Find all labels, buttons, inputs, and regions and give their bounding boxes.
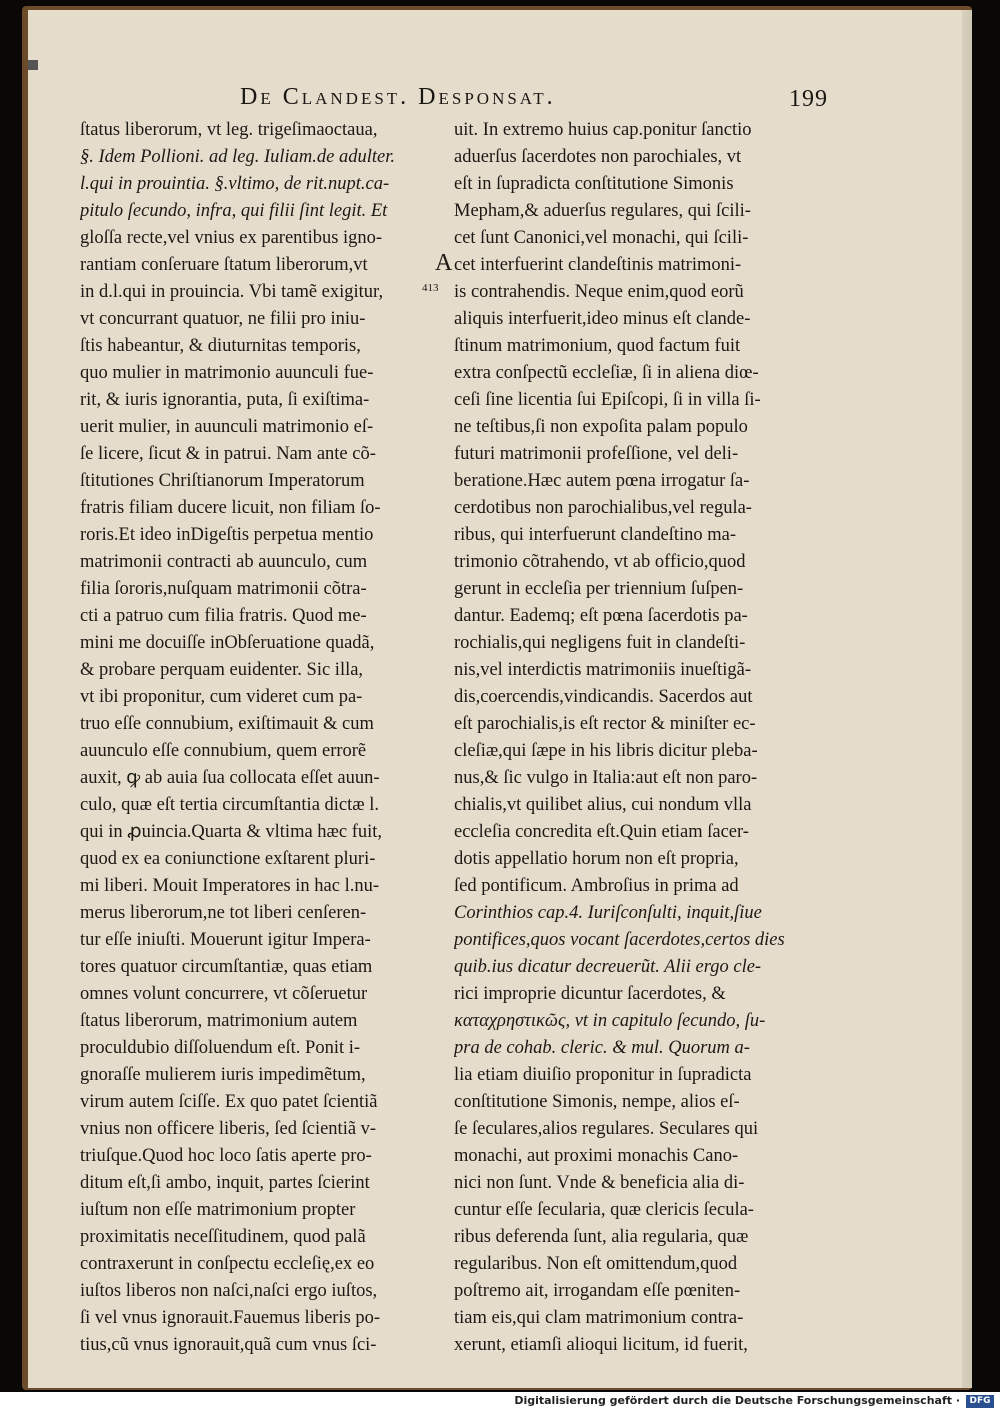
text-line: ſtitutiones Chriſtianorum Imperatorum [80, 471, 365, 491]
text-line: proculdubio diſſoluendum eſt. Ponit i- [80, 1038, 361, 1058]
footer-bar [0, 1392, 1000, 1412]
text-line: fratris filiam ducere licuit, non filiam ſo- [80, 498, 381, 518]
text-line: tores quatuor circumſtantiæ, quas etiam [80, 957, 373, 977]
text-line: dantur. Eademq; eſt pœna ſacerdotis pa- [454, 606, 748, 626]
text-line: truo eſſe connubium, exiſtimauit & cum [80, 714, 374, 734]
text-line: gloſſa recte,vel vnius ex parentibus igno- [80, 228, 383, 248]
text-line: virum autem ſciſſe. Ex quo patet ſcientiã [80, 1092, 378, 1112]
text-line: ribus, qui interfuerunt clandeſtino ma- [454, 525, 737, 545]
text-line: iuſtum non eſſe matrimonium propter [80, 1200, 356, 1220]
text-line: Corinthios cap.4. Iuriſconſulti, inquit,ſiue [454, 903, 762, 923]
text-line: quo mulier in matrimonio auunculi fue- [80, 363, 374, 383]
text-line: extra conſpectũ eccleſiæ, ſi in aliena diœ- [454, 363, 759, 383]
text-line: qui in ꝓuincia.Quarta & vltima hæc fuit, [80, 822, 383, 842]
text-line: contraxerunt in conſpectu eccleſię,ex eo [80, 1254, 375, 1274]
text-line: ſtatus liberorum, matrimonium autem [80, 1011, 358, 1031]
text-line: καταχρηστικῶς, vt in capitulo ſecundo, ſu- [454, 1011, 766, 1031]
text-line: conſtitutione Simonis, nempe, alios eſ- [454, 1092, 740, 1112]
text-line: cerdotibus non parochialibus,vel regula- [454, 498, 752, 518]
text-line: futuri matrimonii profeſſione, vel deli- [454, 444, 739, 464]
text-line: ceſi ſine licentia ſui Epiſcopi, ſi in villa ſi- [454, 390, 761, 410]
text-line: eſt parochialis,is eſt rector & miniſter ec- [454, 714, 756, 734]
text-line: vt concurrant quatuor, ne filii pro iniu- [80, 309, 366, 329]
text-line: nici non ſunt. Vnde & beneficia alia di- [454, 1173, 745, 1193]
text-line: ſtatus liberorum, vt leg. trigeſimaoctaua, [80, 120, 378, 140]
running-header [240, 84, 828, 114]
margin-number: 413 [422, 282, 439, 294]
text-line: roris.Et ideo inDigeſtis perpetua mentio [80, 525, 374, 545]
text-line: & probare perquam euidenter. Sic illa, [80, 660, 364, 680]
text-line: tius,cũ vnus ignorauit,quã cum vnus ſci- [80, 1335, 377, 1355]
text-line: cuntur eſſe ſecularia, quæ clericis ſecula- [454, 1200, 754, 1220]
text-line: ditum eſt,ſi ambo, inquit, partes ſcierint [80, 1173, 370, 1193]
text-line: nus,& ſic vulgo in Italia:aut eſt non paro- [454, 768, 758, 788]
text-line: uerit mulier, in auunculi matrimonio eſ- [80, 417, 374, 437]
text-line: iuſtos liberos non naſci,naſci ergo iuſtos, [80, 1281, 378, 1301]
text-line: aduerſus ſacerdotes non parochiales, vt [454, 147, 742, 167]
text-line: monachi, aut proximi monachis Cano- [454, 1146, 739, 1166]
text-line: eccleſia concredita eſt.Quin etiam ſacer- [454, 822, 749, 842]
text-line: rochialis,qui negligens fuit in clandeſti- [454, 633, 746, 653]
text-line: xerunt, etiamſi alioqui licitum, id fuerit, [454, 1335, 748, 1355]
text-line: mini me docuiſſe inObſeruatione quadã, [80, 633, 375, 653]
text-line: omnes volunt concurrere, vt cõſeruetur [80, 984, 368, 1004]
text-line: ne teſtibus,ſi non expoſita palam populo [454, 417, 748, 437]
text-line: regularibus. Non eſt omittendum,quod [454, 1254, 738, 1274]
footer-credit: Digitalisierung gefördert durch die Deutsche Forschungsgemeinschaft · [514, 1394, 960, 1407]
text-line: nis,vel interdictis matrimoniis inueſtigã- [454, 660, 751, 680]
dfg-logo: DFG [966, 1395, 994, 1408]
text-line: mi liberi. Mouit Imperatores in hac l.nu- [80, 876, 380, 896]
text-line: in d.l.qui in prouincia. Vbi tamẽ exigitur, [80, 282, 384, 302]
text-line: rantiam conſeruare ſtatum liberorum,vt [80, 255, 368, 275]
text-line: ſed pontificum. Ambroſius in prima ad [454, 876, 739, 896]
right-column [454, 117, 814, 1359]
text-line: pra de cohab. cleric. & mul. Quorum a- [454, 1038, 750, 1058]
text-line: is contrahendis. Neque enim,quod eorũ [454, 282, 744, 302]
text-line: culo, quæ eſt tertia circumſtantia dictæ l. [80, 795, 379, 815]
text-line: cleſiæ,qui ſæpe in his libris dicitur pleba- [454, 741, 758, 761]
text-line: ſe ſeculares,alios regulares. Seculares qui [454, 1119, 759, 1139]
running-title: De Clandest. Desponsat. [240, 84, 556, 110]
text-line: cet ſunt Canonici,vel monachi, qui ſcili- [454, 228, 749, 248]
text-line: vnius non officere liberis, ſed ſcientiã v- [80, 1119, 377, 1139]
text-line: tiam eis,qui clam matrimonium contra- [454, 1308, 744, 1328]
text-line: gnoraſſe mulierem iuris impedimẽtum, [80, 1065, 366, 1085]
text-line: ſtis habeantur, & diuturnitas temporis, [80, 336, 361, 356]
text-line: trimonio cõtrahendo, vt ab officio,quod [454, 552, 746, 572]
text-line: rit, & iuris ignorantia, puta, ſi exiſtima- [80, 390, 370, 410]
text-line: pontifices,quos vocant ſacerdotes,certos dies [454, 930, 785, 950]
text-line: beratione.Hæc autem pœna irrogatur ſa- [454, 471, 750, 491]
text-line: aliquis interfuerit,ideo minus eſt clande- [454, 309, 751, 329]
text-line: eſt in ſupradicta conſtitutione Simonis [454, 174, 734, 194]
text-line: tur eſſe iniuſti. Mouerunt igitur Impera- [80, 930, 371, 950]
text-line: chialis,vt quilibet alius, cui nondum vlla [454, 795, 752, 815]
text-line: triuſque.Quod hoc loco ſatis aperte pro- [80, 1146, 372, 1166]
text-line: proximitatis neceſſitudinem, quod palã [80, 1227, 366, 1247]
text-line: l.qui in prouintia. §.vltimo, de rit.nupt.ca- [80, 174, 390, 194]
text-line: dis,coercendis,vindicandis. Sacerdos aut [454, 687, 753, 707]
text-line: gerunt in eccleſia per triennium ſuſpen- [454, 579, 744, 599]
text-line: ribus deferenda ſunt, alia regularia, quæ [454, 1227, 749, 1247]
text-line: ſtinum matrimonium, quod factum fuit [454, 336, 741, 356]
text-line: poſtremo ait, irrogandam eſſe pœniten- [454, 1281, 741, 1301]
text-line: auunculo eſſe connubium, quem errorẽ [80, 741, 367, 761]
left-column [80, 117, 430, 1359]
text-line: Mepham,& aduerſus regulares, qui ſcili- [454, 201, 751, 221]
text-line: §. Idem Pollioni. ad leg. Iuliam.de adulter. [80, 147, 395, 167]
text-line: lia etiam diuiſio proponitur in ſupradicta [454, 1065, 752, 1085]
scan-marker [28, 60, 38, 70]
text-line: quib.ius dicatur decreuerũt. Alii ergo cle- [454, 957, 762, 977]
text-line: rici improprie dicuntur ſacerdotes, & [454, 984, 726, 1004]
text-line: ſi vel vnus ignorauit.Fauemus liberis po- [80, 1308, 381, 1328]
text-line: filia ſororis,nuſquam matrimonii cõtra- [80, 579, 367, 599]
text-line: cti a patruo cum filia fratris. Quod me- [80, 606, 367, 626]
text-line: pitulo ſecundo, infra, qui filii ſint legit. Et [80, 201, 388, 221]
text-line: dotis appellatio horum non eſt propria, [454, 849, 739, 869]
text-line: uit. In extremo huius cap.ponitur ſanctio [454, 120, 752, 140]
text-line: merus liberorum,ne tot liberi cenſeren- [80, 903, 367, 923]
text-line: vt ibi proponitur, cum videret cum pa- [80, 687, 363, 707]
text-line: matrimonii contracti ab auunculo, cum [80, 552, 368, 572]
margin-letter: A [435, 250, 453, 276]
text-line: auxit, ꝙ ab auia ſua collocata eſſet auun- [80, 768, 380, 788]
page-number: 199 [789, 86, 828, 112]
text-line: cet interfuerint clandeſtinis matrimoni- [454, 255, 742, 275]
text-line: quod ex ea coniunctione exſtarent pluri- [80, 849, 376, 869]
text-line: ſe licere, ſicut & in patrui. Nam ante cõ- [80, 444, 376, 464]
